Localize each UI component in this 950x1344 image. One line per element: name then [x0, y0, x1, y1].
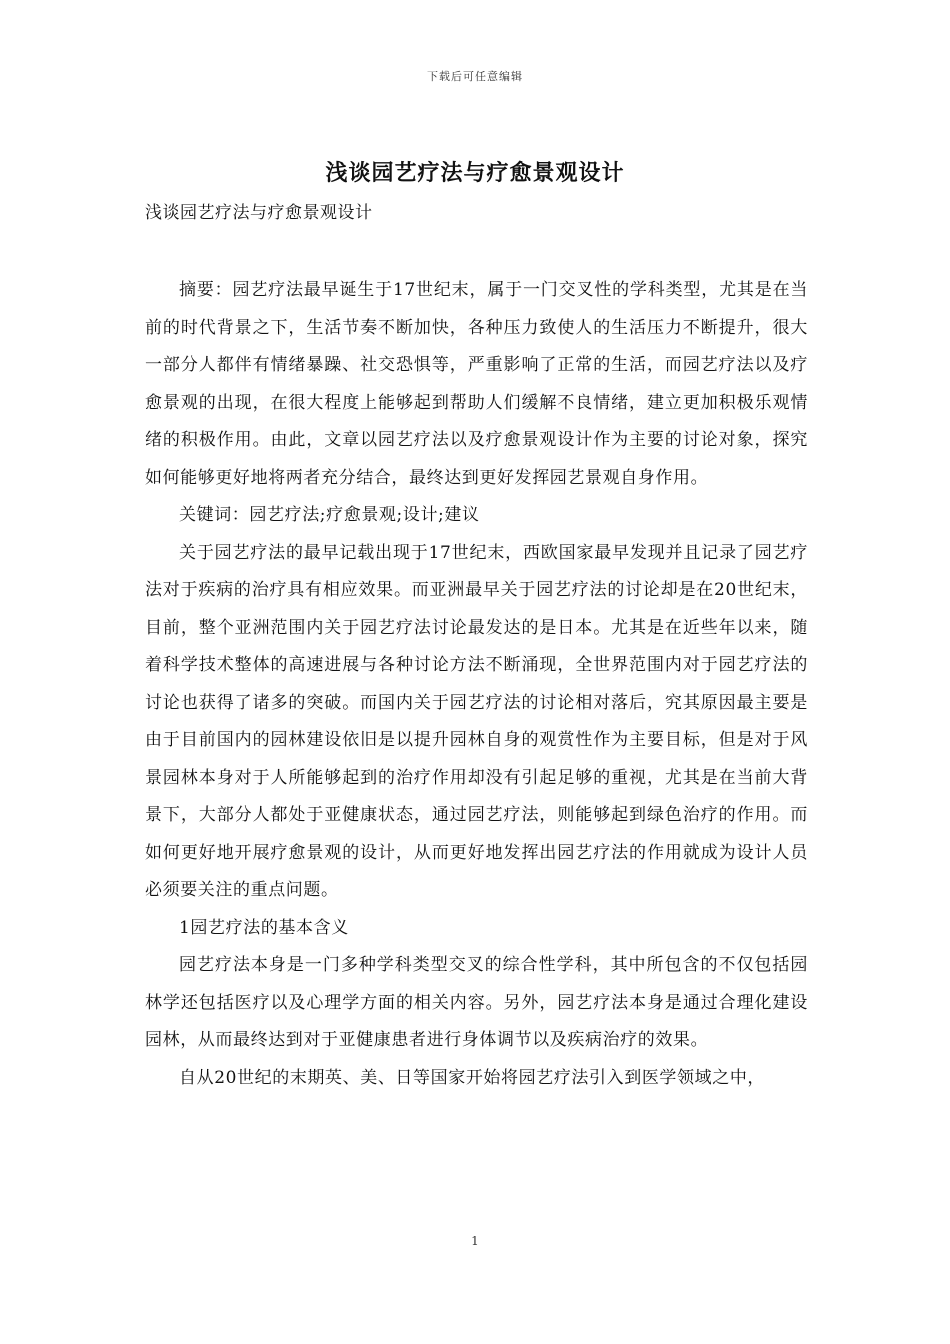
document-body	[145, 272, 808, 1097]
document-subtitle: 浅谈园艺疗法与疗愈景观设计	[145, 203, 373, 223]
keywords-paragraph: 关键词：园艺疗法;疗愈景观;设计;建议	[179, 505, 480, 525]
page-header-note: 下载后可任意编辑	[427, 70, 523, 83]
page-number: 1	[471, 1234, 479, 1248]
section-paragraph: 自从20世纪的末期英、美、日等国家开始将园艺疗法引入到医学领域之中，	[179, 1067, 766, 1088]
section-heading: 1园艺疗法的基本含义	[179, 917, 349, 938]
intro-paragraph: 关于园艺疗法的最早记载出现于17世纪末，西欧国家最早发现并且记录了园艺疗法对于疾病的治疗具有相应效果。而亚洲最早关于园艺疗法的讨论却是在20世纪末，目前，整个亚洲范围内关于园艺疗法讨论最发达的是日本。尤其是在近些年以来，随着科学技术整体的高速进展与各种讨论方法不断涌现，全世界范围内对于园艺疗法的讨论也获得了诸多的突破。而国内关于园艺疗法的讨论相对落后，究其原因最主要是由于目前国内的园林建设依旧是以提升园林自身的观赏性作为主要目标，但是对于风景园林本身对于人所能够起到的治疗作用却没有引起足够的重视，尤其是在当前大背景下，大部分人都处于亚健康状态，通过园艺疗法，则能够起到绿色治疗的作用。而如何更好地开展疗愈景观的设计，从而更好地发挥出园艺疗法的作用就成为设计人员必须要关注的重点问题。	[145, 542, 808, 900]
abstract-paragraph: 摘要：园艺疗法最早诞生于17世纪末，属于一门交叉性的学科类型，尤其是在当前的时代背景之下，生活节奏不断加快，各种压力致使人的生活压力不断提升，很大一部分人都伴有情绪暴躁、社交恐惧等，严重影响了正常的生活，而园艺疗法以及疗愈景观的出现，在很大程度上能够起到帮助人们缓解不良情绪，建立更加积极乐观情绪的积极作用。由此，文章以园艺疗法以及疗愈景观设计作为主要的讨论对象，探究如何能够更好地将两者充分结合，最终达到更好发挥园艺景观自身作用。	[145, 280, 808, 488]
document-title: 浅谈园艺疗法与疗愈景观设计	[325, 160, 625, 186]
section-paragraph: 园艺疗法本身是一门多种学科类型交叉的综合性学科，其中所包含的不仅包括园林学还包括医疗以及心理学方面的相关内容。另外，园艺疗法本身是通过合理化建设园林，从而最终达到对于亚健康患者进行身体调节以及疾病治疗的效果。	[145, 955, 808, 1050]
